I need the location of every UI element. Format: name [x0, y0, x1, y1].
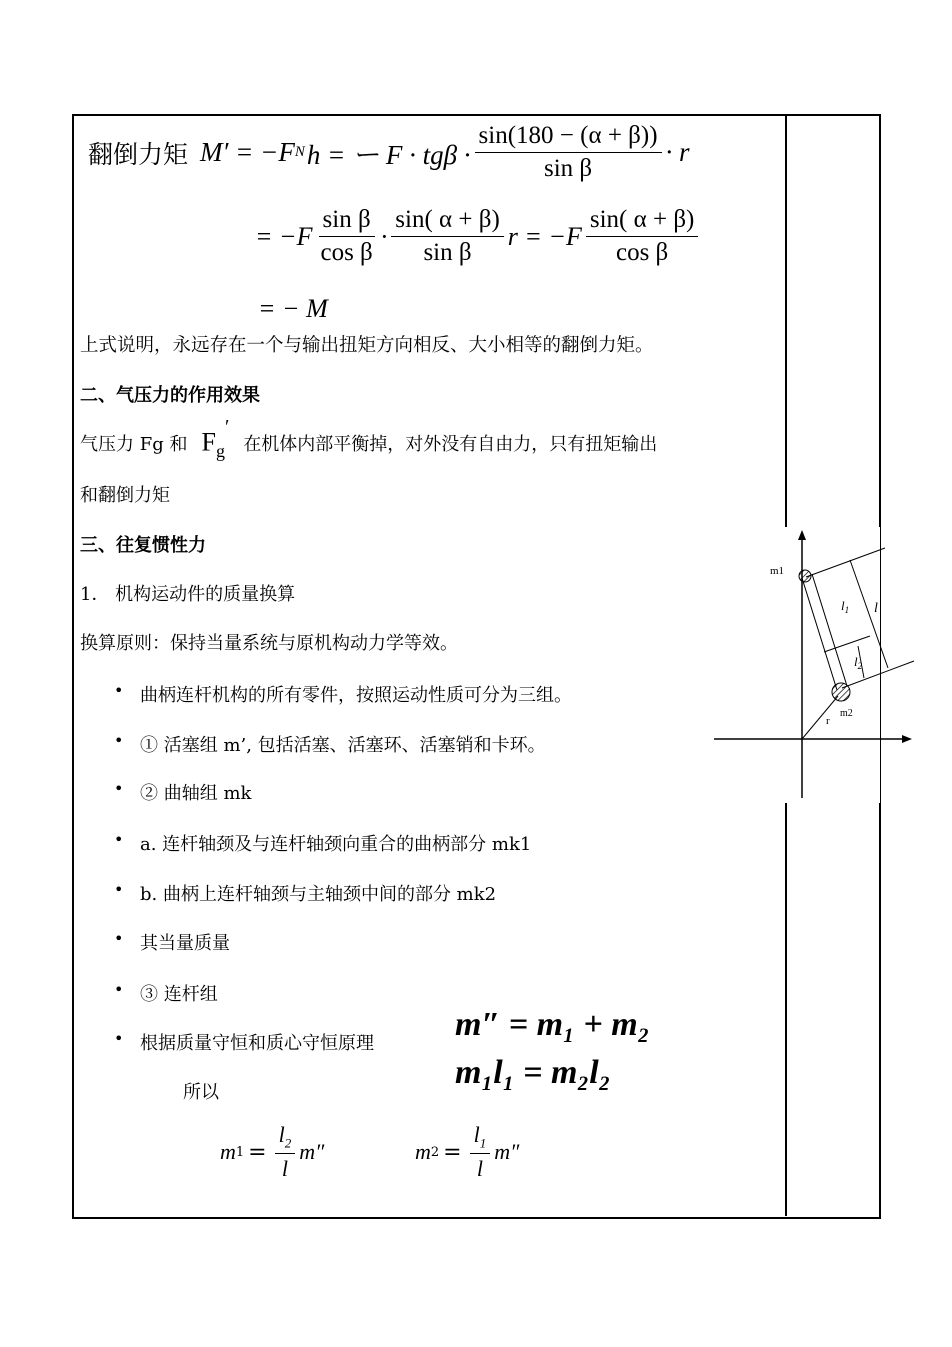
bullet-item-3: • ② 曲轴组 mk	[140, 779, 251, 805]
bottom-extension-line	[842, 661, 914, 688]
paragraph-gas-force	[80, 416, 658, 461]
bullet-item-6: • 其当量质量	[140, 929, 230, 955]
fraction-sin	[475, 122, 662, 183]
bullet-item-4: • a. 连杆轴颈及与连杆轴颈向重合的曲柄部分 mk1	[140, 830, 531, 856]
length-l-line	[850, 560, 888, 668]
fraction-denominator: sin β	[543, 155, 593, 182]
subscript-n: N	[294, 144, 305, 160]
m-double-prime: m″	[494, 1139, 520, 1165]
fraction-numerator: sin β	[319, 206, 375, 237]
label-l: l	[874, 601, 878, 616]
top-extension-line	[806, 548, 885, 577]
crank-radius-line	[802, 696, 838, 739]
gas-force-continued: 在机体内部平衡掉，对外没有自由力，只有扭矩输出	[243, 434, 658, 455]
fraction-numerator: sin( α + β)	[391, 206, 504, 237]
section-heading-2: 二、气压力的作用效果	[80, 385, 260, 406]
fraction-denominator: cos β	[320, 239, 373, 266]
bullet-item-8: • 根据质量守恒和质心守恒原理	[140, 1029, 374, 1055]
bullet-item-1: • 曲柄连杆机构的所有零件，按照运动性质可分为三组。	[140, 681, 572, 707]
fraction-sin-sum-over-cos	[586, 206, 699, 267]
mass-m2-circle	[832, 683, 850, 701]
paragraph-overturning: 上式说明，永远存在一个与输出扭矩方向相反、大小相等的翻倒力矩。	[80, 335, 654, 356]
connecting-rod-diagram	[710, 528, 915, 800]
fraction-l1-over-l: $\frac{l_1}{l}$	[470, 1122, 491, 1182]
bullet-item-2: • ① 活塞组 m’, 包括活塞、活塞环、活塞销和卡环。	[140, 731, 546, 757]
m1-symbol: m	[220, 1139, 236, 1165]
label-m2: m2	[840, 708, 853, 719]
formula-line-1	[88, 122, 690, 183]
fraction-denominator: cos β	[615, 239, 669, 266]
m-double-prime: m″	[299, 1139, 325, 1165]
formula2-mid: r = −F	[507, 221, 582, 251]
conversion-principle: 换算原则：保持当量系统与原机构动力学等效。	[80, 633, 458, 654]
formula-mid: h = ー F · tgβ ·	[306, 140, 471, 170]
fg-symbol: $F_g'$	[201, 416, 230, 461]
formula-tail: · r	[665, 137, 690, 167]
therefore-label: 所以	[183, 1082, 219, 1103]
m2-subscript: 2	[430, 1144, 440, 1160]
label-l2: $l_2$	[854, 654, 863, 671]
mass-m1-circle	[799, 570, 811, 582]
gas-force-text: 气压力 Fg 和	[80, 434, 188, 455]
x-axis-arrow	[902, 735, 912, 743]
label-m1: m1	[770, 565, 785, 577]
formula-label: 翻倒力矩	[88, 139, 189, 169]
fraction-denominator: sin β	[423, 239, 472, 266]
rod-left-edge	[802, 578, 837, 690]
fraction-numerator: sin( α + β)	[586, 206, 699, 237]
equation-mass-sum: m″ = m₁ + m₂	[455, 1006, 650, 1043]
fraction-sin-over-cos	[316, 206, 376, 267]
formula2-lead: = −F	[255, 221, 313, 251]
equals-sign: =	[248, 1139, 267, 1165]
y-axis-arrow	[798, 530, 806, 540]
m1-subscript: 1	[235, 1144, 245, 1160]
formula-line-3: = − M	[258, 294, 328, 323]
table-divider-lower	[785, 803, 787, 1216]
equals-sign: =	[443, 1139, 462, 1165]
formula-line-2	[255, 206, 702, 267]
dot-operator: ·	[380, 221, 388, 251]
center-of-mass-line	[824, 636, 870, 652]
paragraph-gas-force-line2: 和翻倒力矩	[80, 485, 170, 506]
bullet-item-5: • b. 曲柄上连杆轴颈与主轴颈中间的部分 mk2	[140, 880, 496, 906]
formula-m1	[220, 1122, 324, 1182]
subsection-mass-conversion: 1． 机构运动件的质量换算	[80, 584, 296, 605]
rod-right-edge	[812, 574, 850, 686]
bullet-item-7: • ③ 连杆组	[140, 980, 218, 1006]
formula-lhs: M′ = −F	[200, 137, 295, 167]
fraction-l2-over-l: $\frac{l_2}{l}$	[275, 1122, 296, 1182]
label-l1: $l_1$	[841, 598, 850, 615]
equation-moment-balance: m₁l₁ = m₂l₂	[455, 1054, 611, 1091]
formula-m2	[415, 1122, 519, 1182]
table-divider-upper	[785, 115, 787, 527]
section-heading-3: 三、往复惯性力	[80, 535, 206, 556]
fraction-sin-sum-over-sin	[391, 206, 504, 267]
fraction-numerator: sin(180 − (α + β))	[475, 122, 662, 153]
m2-symbol: m	[415, 1139, 431, 1165]
label-r: r	[826, 715, 830, 727]
